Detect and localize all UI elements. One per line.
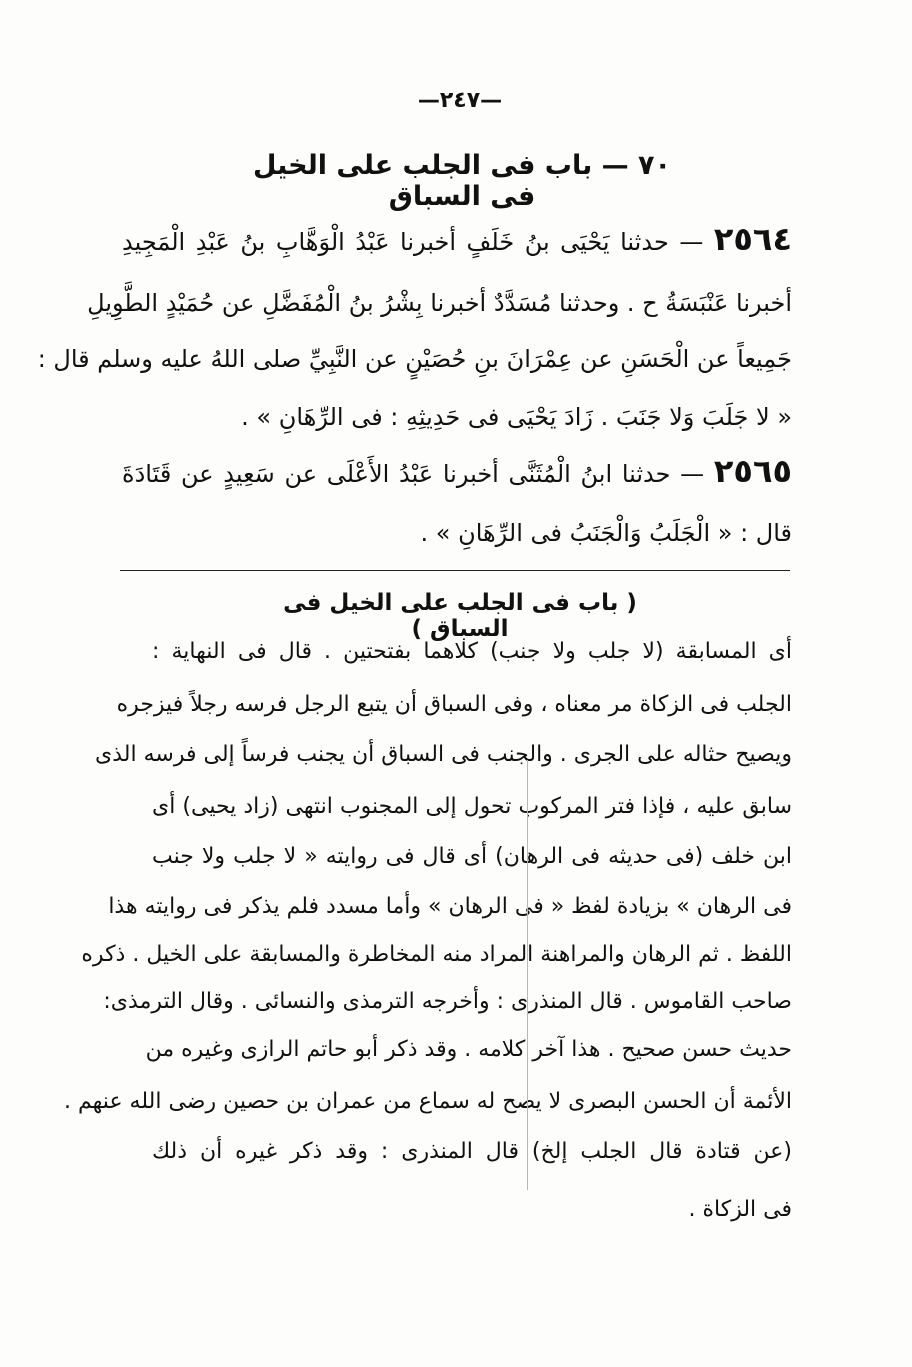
commentary-line: الجلب فى الزكاة مر معناه ، وفى السباق أن يتبع الرجل فرسه رجلاً فيزجره — [116, 692, 792, 717]
section-divider — [120, 570, 790, 571]
commentary-line: اللفظ . ثم الرهان والمراهنة المراد منه المخاطرة والمسابقة على الخيل . ذكره — [81, 942, 792, 967]
commentary-line: الأئمة أن الحسن البصرى لا يصح له سماع من عمران بن حصين رضى الله عنهم . — [64, 1089, 792, 1114]
commentary-line: سابق عليه ، فإذا فتر المركوب تحول إلى المجنوب انتهى (زاد يحيى) أى — [152, 794, 792, 819]
commentary-line: فى الزكاة . — [688, 1197, 792, 1222]
chapter-heading — [242, 150, 682, 212]
commentary-line: (عن قتادة قال الجلب إلخ) قال المنذرى : وقد ذكر غيره أن ذلك — [152, 1139, 792, 1164]
hadith-dash: — — [668, 228, 704, 256]
commentary-line: فى الرهان » بزيادة لفظ « فى الرهان » وأما مسدد فلم يذكر فى روايته هذا — [108, 894, 792, 919]
commentary-line: حديث حسن صحيح . هذا آخر كلامه . وقد ذكر أبو حاتم الرازى وغيره من — [145, 1037, 792, 1062]
hadith-number: ٢٥٦٥ — [713, 452, 792, 490]
hadith-line: « لا جَلَبَ وَلا جَنَبَ . زَادَ يَحْيَى فى حَدِيثِهِ : فى الرِّهَانِ » . — [241, 403, 792, 431]
commentary-line: صاحب القاموس . قال المنذرى : وأخرجه الترمذى والنسائى . وقال الترمذى: — [103, 989, 792, 1014]
hadith-line: أخبرنا عَنْبَسَةُ ح . وحدثنا مُسَدَّدٌ أخبرنا بِشْرُ بنُ الْمُفَضَّلِ عن حُمَيْدٍ الطَّوِيلِ — [87, 289, 792, 317]
hadith-text: حدثنا ابنُ الْمُثَنَّى أخبرنا عَبْدُ الأَعْلَى عن سَعِيدٍ عن قَتَادَةَ — [122, 460, 671, 488]
hadith-line — [122, 450, 792, 492]
chapter-dash: — — [592, 150, 629, 181]
commentary-line: أى المسابقة (لا جلب ولا جنب) كلاهما بفتحتين . قال فى النهاية : — [152, 639, 792, 664]
chapter-number: ٧٠ — [638, 150, 671, 181]
page-crease — [527, 760, 528, 1190]
hadith-line — [122, 218, 792, 260]
hadith-line: قال : « الْجَلَبُ وَالْجَنَبُ فى الرِّهَانِ » . — [420, 519, 792, 547]
hadith-dash: — — [670, 460, 705, 488]
commentary-line: ابن خلف (فى حديثه فى الرهان) أى قال فى روايته « لا جلب ولا جنب — [152, 844, 792, 869]
page-number: —٢٤٧— — [417, 88, 503, 113]
commentary-title: ( باب فى الجلب على الخيل فى السباق ) — [283, 590, 637, 642]
hadith-line: جَمِيعاً عن الْحَسَنِ عن عِمْرَانَ بنِ حُصَيْنٍ عن النَّبِيِّ صلى اللهُ عليه وسلم قال : — [37, 345, 792, 373]
hadith-number: ٢٥٦٤ — [713, 220, 792, 258]
chapter-title: باب فى الجلب على الخيل فى السباق — [253, 150, 593, 212]
hadith-text: حدثنا يَحْيَى بنُ خَلَفٍ أخبرنا عَبْدُ الْوَهَّابِ بنُ عَبْدِ الْمَجِيدِ — [122, 228, 669, 256]
commentary-line: ويصيح حثاله على الجرى . والجنب فى السباق أن يجنب فرساً إلى فرسه الذى — [95, 742, 792, 767]
